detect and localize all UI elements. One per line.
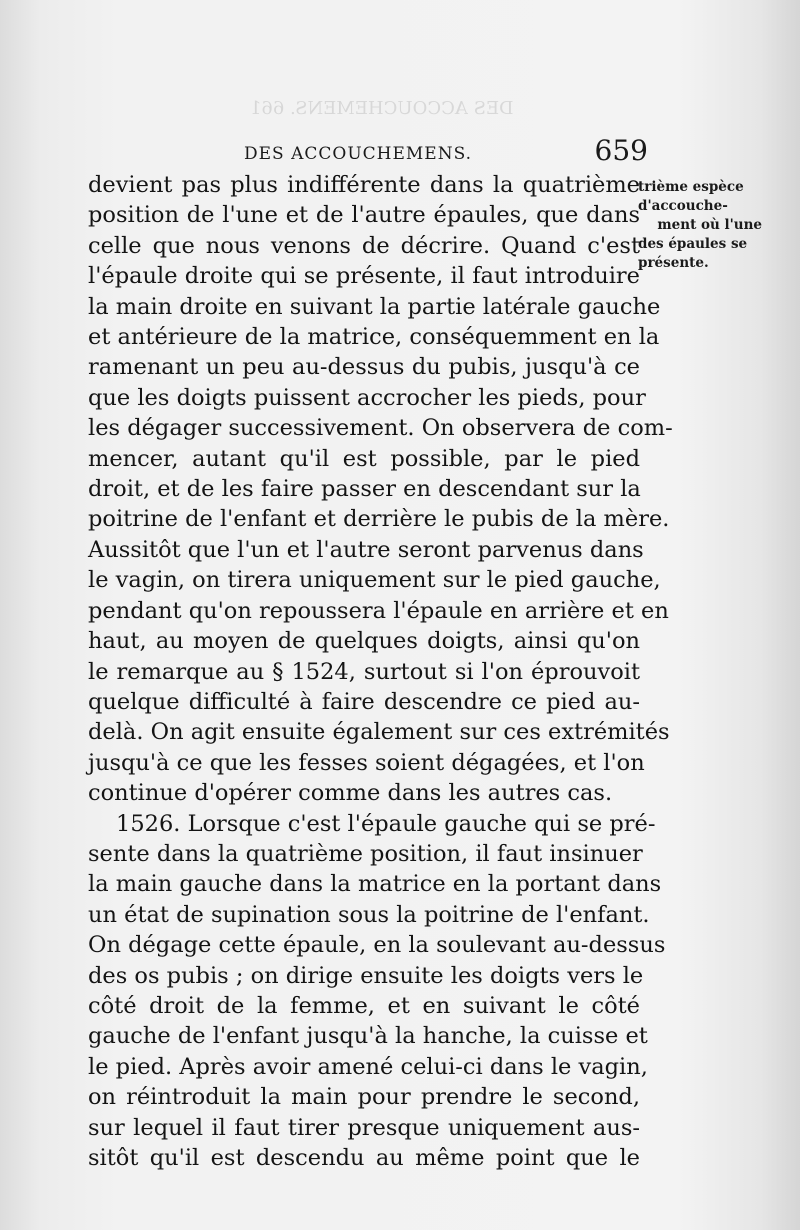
text-line: sente dans la quatrième position, il faut insinuer (88, 840, 643, 867)
text-line: sur lequel il faut tirer presque uniquement aus- (88, 1114, 640, 1141)
text-line: la main droite en suivant la partie latérale gauche (88, 293, 661, 320)
text-line: mencer, autant qu'il est possible, par le pied (88, 445, 640, 472)
text-line: On dégage cette épaule, en la soulevant au-dessus (88, 932, 666, 959)
text-line: un état de supination sous la poitrine de l'enfant. (88, 901, 650, 928)
page-number: 659 (594, 134, 648, 167)
text-line: droit, et de les faire passer en descendant sur la (88, 476, 641, 503)
body-text (88, 170, 673, 1173)
text-line: sitôt qu'il est descendu au même point que le (88, 1145, 640, 1171)
margin-note-line: des épaules se (638, 236, 748, 252)
text-line: côté droit de la femme, et en suivant le côté (88, 992, 640, 1019)
running-title: DES ACCOUCHEMENS. (244, 144, 473, 164)
margin-note-line: trième espèce (638, 179, 744, 195)
text-line: on réintroduit la main pour prendre le second, (88, 1084, 640, 1111)
text-line: celle que nous venons de décrire. Quand c'est (88, 232, 640, 259)
text-line: devient pas plus indifférente dans la quatrième (88, 172, 640, 198)
text-line: delà. On agit ensuite également sur ces extrémités (88, 719, 670, 746)
margin-note-line: présente. (638, 255, 709, 271)
text-line: gauche de l'enfant jusqu'à la hanche, la cuisse et (88, 1023, 648, 1050)
text-line: 1526. Lorsque c'est l'épaule gauche qui se pré- (116, 810, 656, 837)
text-line: jusqu'à ce que les fesses soient dégagées, et l'on (88, 749, 645, 776)
text-line: Aussitôt que l'un et l'autre seront parvenus dans (88, 536, 644, 563)
text-line: quelque difficulté à faire descendre ce pied au- (88, 688, 640, 715)
text-line: les dégager successivement. On observera de com- (88, 415, 673, 442)
text-line: haut, au moyen de quelques doigts, ainsi qu'on (88, 628, 640, 655)
text-line: continue d'opérer comme dans les autres cas. (88, 780, 613, 807)
margin-note-line: ment où l'une (657, 217, 762, 233)
bleed-through-text: DES ACCOUCHEMENS. 661 (250, 98, 514, 119)
text-line: poitrine de l'enfant et derrière le pubis de la mère. (88, 506, 670, 533)
margin-note-line: d'accouche- (638, 198, 728, 214)
text-line: pendant qu'on repoussera l'épaule en arrière et en (88, 597, 669, 624)
text-line: le pied. Après avoir amené celui-ci dans le vagin, (88, 1053, 648, 1080)
margin-note (638, 178, 762, 273)
text-line: le remarque au § 1524, surtout si l'on éprouvoit (88, 658, 640, 685)
text-line: ramenant un peu au-dessus du pubis, jusqu'à ce (88, 354, 640, 381)
text-line: que les doigts puissent accrocher les pieds, pour (88, 384, 646, 411)
text-line: position de l'une et de l'autre épaules, que dans (88, 202, 640, 229)
text-line: des os pubis ; on dirige ensuite les doigts vers le (88, 962, 644, 989)
text-line: l'épaule droite qui se présente, il faut introduire (88, 263, 640, 290)
text-line: et antérieure de la matrice, conséquemment en la (88, 324, 660, 351)
text-line: le vagin, on tirera uniquement sur le pied gauche, (88, 567, 661, 594)
text-line: la main gauche dans la matrice en la portant dans (88, 871, 662, 898)
